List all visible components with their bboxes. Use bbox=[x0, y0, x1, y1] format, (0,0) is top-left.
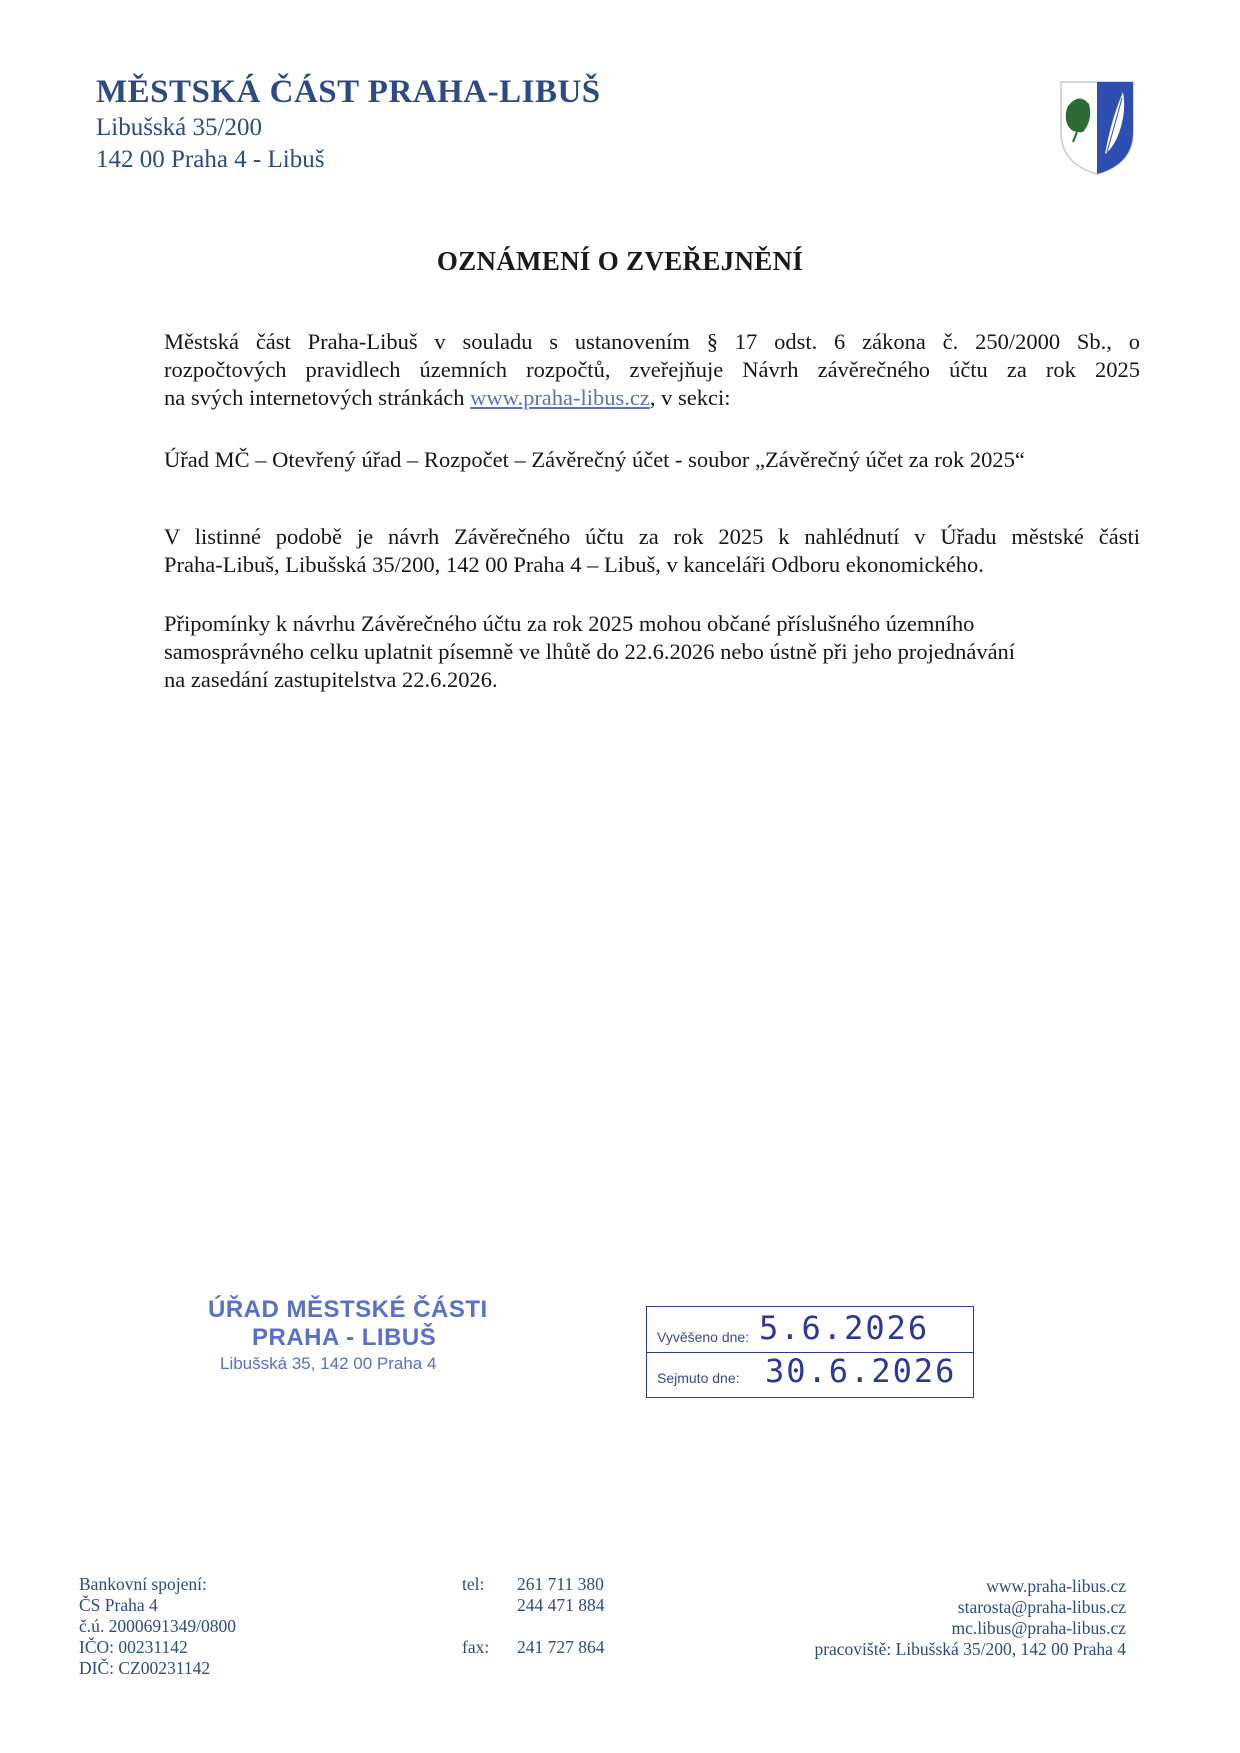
stamp-line: Libušská 35, 142 00 Praha 4 bbox=[220, 1354, 437, 1373]
fax-number: 241 727 864 bbox=[517, 1637, 605, 1657]
paragraph-line: V listinné podobě je návrh Závěrečného účtu za rok 2025 k nahlédnutí v Úřadu městské části bbox=[164, 524, 1140, 549]
posted-label: Vyvěšeno dne: bbox=[657, 1329, 750, 1345]
posting-dates-box bbox=[646, 1306, 974, 1398]
posted-row bbox=[647, 1307, 973, 1353]
page-title: OZNÁMENÍ O ZVEŘEJNĚNÍ bbox=[436, 246, 804, 276]
footer-bank-info bbox=[79, 1574, 236, 1679]
paragraph-text: na svých internetových stránkách bbox=[164, 385, 471, 410]
paragraph-line: Městská část Praha-Libuš v souladu s ustanovením § 17 odst. 6 zákona č. 250/2000 Sb., o bbox=[164, 329, 1140, 354]
paragraph-line: na zasedání zastupitelstva 22.6.2026. bbox=[164, 667, 498, 692]
footer-email: starosta@praha-libus.cz bbox=[957, 1597, 1126, 1617]
paragraph-line: Úřad MČ – Otevřený úřad – Rozpočet – Závěrečný účet - soubor „Závěrečný účet za rok 2025“ bbox=[164, 447, 1025, 472]
municipal-coat-of-arms-icon bbox=[1059, 80, 1135, 176]
stamp-line: PRAHA - LIBUŠ bbox=[252, 1324, 437, 1351]
posted-date: 5.6.2026 bbox=[759, 1309, 930, 1347]
removed-row bbox=[647, 1352, 973, 1397]
ico: IČO: 00231142 bbox=[79, 1637, 188, 1657]
website-link[interactable]: www.praha-libus.cz bbox=[470, 385, 650, 410]
municipality-name: MĚSTSKÁ ČÁST PRAHA-LIBUŠ bbox=[96, 74, 601, 110]
paragraph-paper-form bbox=[164, 523, 1140, 579]
fax-label: fax: bbox=[462, 1637, 490, 1657]
paragraph-line: samosprávného celku uplatnit písemně ve lhůtě do 22.6.2026 nebo ústně při jeho projednávání bbox=[164, 639, 1016, 664]
municipality-street: Libušská 35/200 bbox=[96, 114, 262, 141]
paragraph-line bbox=[164, 384, 1140, 412]
footer-contacts bbox=[814, 1576, 1126, 1660]
paragraph-line: Praha-Libuš, Libušská 35/200, 142 00 Praha 4 – Libuš, v kanceláři Odboru ekonomického. bbox=[164, 552, 984, 577]
bank-heading: Bankovní spojení: bbox=[79, 1574, 207, 1594]
dic: DIČ: CZ00231142 bbox=[79, 1658, 211, 1678]
office-stamp bbox=[198, 1296, 498, 1386]
phone-number: 261 711 380 bbox=[517, 1574, 604, 1594]
tel-label: tel: bbox=[462, 1574, 485, 1594]
footer-phones bbox=[517, 1574, 605, 1616]
paragraph-publication bbox=[164, 328, 1140, 412]
paragraph-line: rozpočtových pravidlech územních rozpočtů, zveřejňuje Návrh závěrečného účtu za rok 2025 bbox=[164, 357, 1140, 382]
removed-label: Sejmuto dne: bbox=[657, 1370, 740, 1386]
municipality-city: 142 00 Praha 4 - Libuš bbox=[96, 146, 325, 173]
paragraph-text: , v sekci: bbox=[649, 385, 731, 410]
footer-email: mc.libus@praha-libus.cz bbox=[951, 1618, 1126, 1638]
paragraph-line: Připomínky k návrhu Závěrečného účtu za rok 2025 mohou občané příslušného územního bbox=[164, 611, 975, 636]
bank-name: ČS Praha 4 bbox=[79, 1595, 158, 1615]
footer-website: www.praha-libus.cz bbox=[986, 1576, 1126, 1596]
footer-workplace: pracoviště: Libušská 35/200, 142 00 Praha 4 bbox=[814, 1639, 1126, 1659]
removed-date: 30.6.2026 bbox=[765, 1352, 957, 1390]
bank-account: č.ú. 2000691349/0800 bbox=[79, 1616, 237, 1636]
paragraph-section-path bbox=[164, 446, 1140, 474]
paragraph-comments bbox=[164, 610, 1140, 694]
phone-number: 244 471 884 bbox=[517, 1595, 605, 1615]
stamp-line: ÚŘAD MĚSTSKÉ ČÁSTI bbox=[208, 1296, 488, 1323]
